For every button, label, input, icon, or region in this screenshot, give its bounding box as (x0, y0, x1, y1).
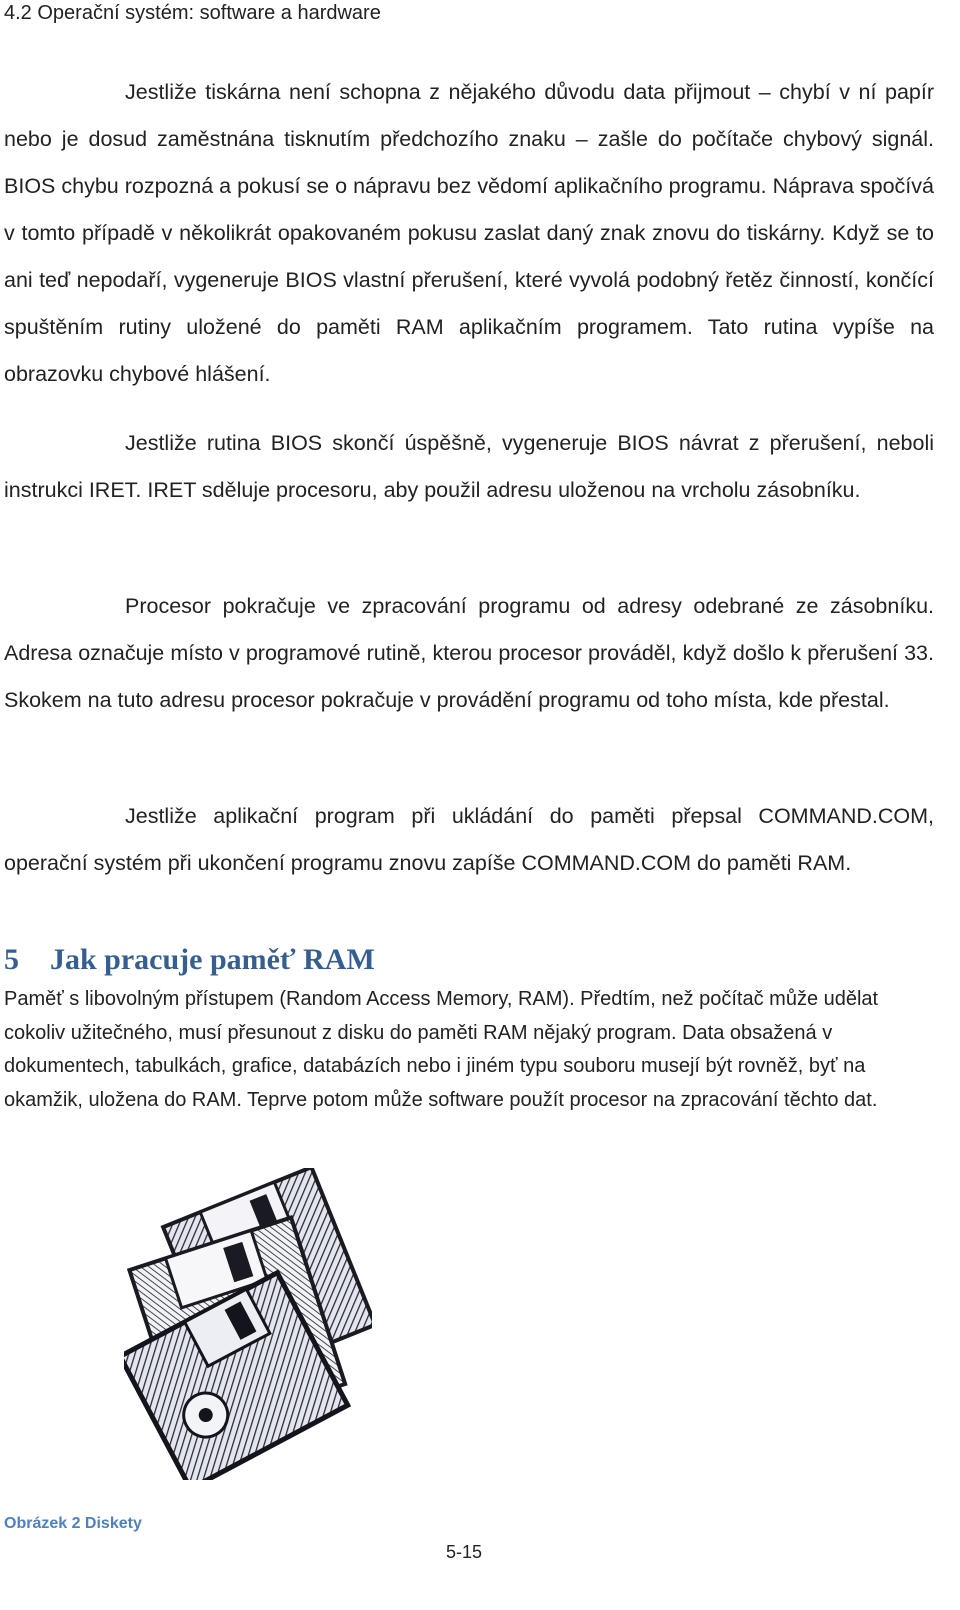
paragraph-command-com: Jestliže aplikační program při ukládání do paměti přepsal COMMAND.COM, operační systém při ukončení programu znovu zapíše COMMAND.COM do paměti RAM. (4, 804, 934, 875)
paragraph-processor-continues: Procesor pokračuje ve zpracování programu od adresy odebrané ze zásobníku. Adresa označuje místo v programové rutině, kterou procesor prováděl, když došlo k přerušení 33. Skokem na tuto adresu procesor pokračuje v provádění programu od toho místa, kde přestal. (4, 594, 934, 712)
chapter-title: Jak pracuje paměť RAM (50, 943, 375, 976)
chapter-body-text: Paměť s libovolným přístupem (Random Access Memory, RAM). Předtím, než počítač může udělat cokoliv užitečného, musí přesunout z disku do paměti RAM nějaký program. Data obsažená v dokumentech, tabulkách, grafice, databázích nebo i jiném typu souboru musejí být rovněž, byť na okamžik, uložena do RAM. Teprve potom může software použít procesor na zpracování těchto dat. (4, 988, 879, 1111)
chapter-number: 5 (4, 943, 19, 976)
paragraph-printer-error: Jestliže tiskárna není schopna z nějakého důvodu data přijmout – chybí v ní papír nebo je dosud zaměstnána tisknutím předchozího znaku – zašle do počítače chybový signál. BIOS chybu rozpozná a pokusí se o nápravu bez vědomí aplikačního programu. Náprava spočívá v tomto případě v několikrát opakovaném pokusu zaslat daný znak znovu do tiskárny. Když se to ani teď nepodaří, vygeneruje BIOS vlastní přerušení, které vyvolá podobný řetěz činností, končící spuštěním rutiny uložené do paměti RAM aplikačním programem. Tato rutina vypíše na obrazovku chybové hlášení. (4, 80, 934, 386)
figure-caption: Obrázek 2 Diskety (4, 1515, 142, 1532)
paragraph-iret: Jestliže rutina BIOS skončí úspěšně, vygeneruje BIOS návrat z přerušení, neboli instrukci IRET. IRET sděluje procesoru, aby použil adresu uloženou na vrcholu zásobníku. (4, 431, 934, 502)
chapter-heading (4, 940, 375, 980)
running-header: 4.2 Operační systém: software a hardware (4, 2, 381, 24)
floppy-disks-illustration (124, 1168, 372, 1480)
page-number: 5-15 (446, 1542, 483, 1562)
